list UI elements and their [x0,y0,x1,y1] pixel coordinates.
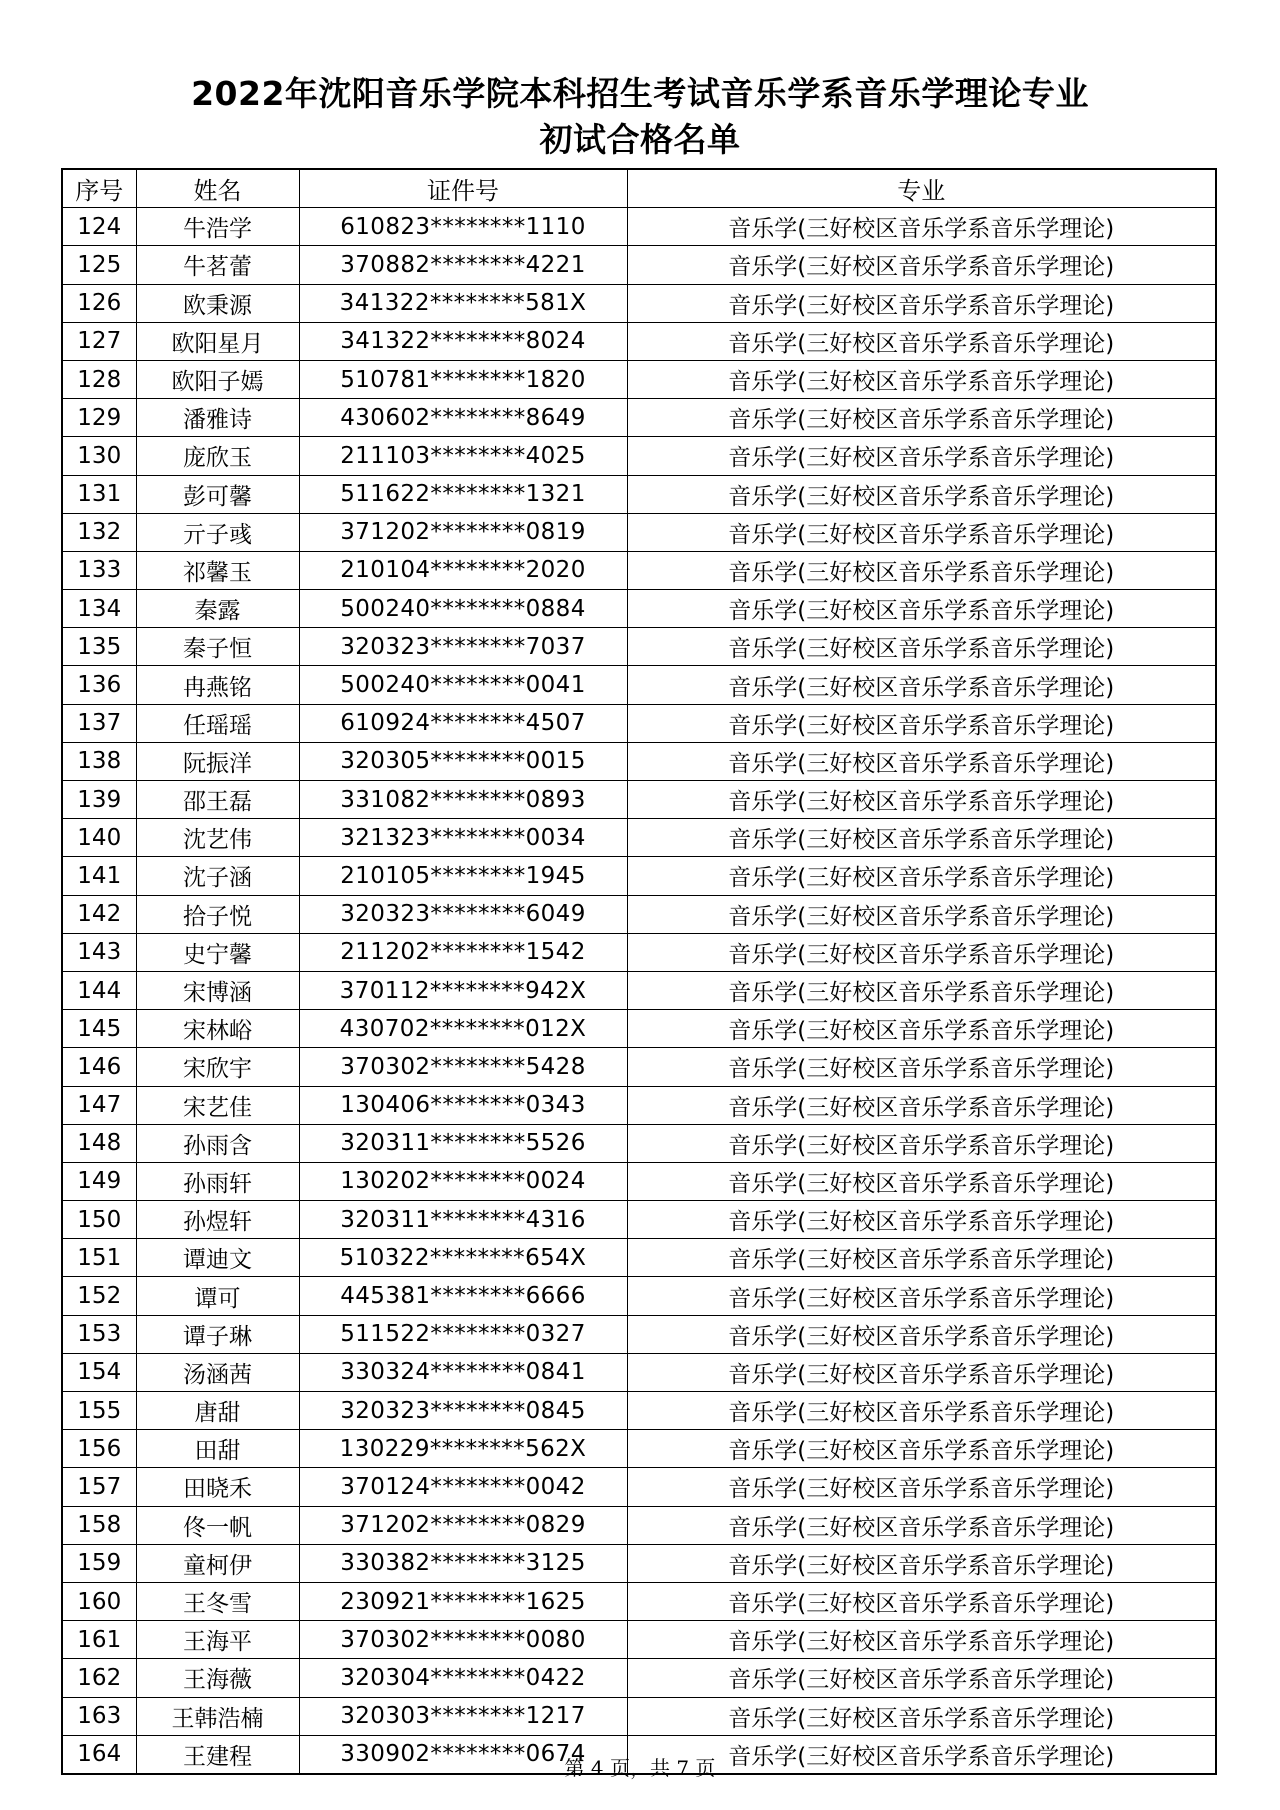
cell-name: 唐甜 [136,1392,299,1430]
cell-name: 邵王磊 [136,781,299,819]
table-row [62,1506,1216,1544]
cell-name: 亓子彧 [136,513,299,551]
cell-seq: 150 [62,1201,136,1239]
cell-id: 320304********0422 [299,1659,627,1697]
cell-id: 430602********8649 [299,399,627,437]
cell-major: 音乐学(三好校区音乐学系音乐学理论) [627,628,1216,666]
cell-id: 320303********1217 [299,1697,627,1735]
cell-name: 拾子悦 [136,895,299,933]
cell-name: 沈艺伟 [136,819,299,857]
table-row [62,1468,1216,1506]
cell-seq: 157 [62,1468,136,1506]
cell-major: 音乐学(三好校区音乐学系音乐学理论) [627,284,1216,322]
cell-name: 宋博涵 [136,971,299,1009]
cell-seq: 129 [62,399,136,437]
cell-seq: 144 [62,971,136,1009]
cell-seq: 149 [62,1162,136,1200]
table-row [62,781,1216,819]
table-row [62,1277,1216,1315]
cell-seq: 152 [62,1277,136,1315]
table-row [62,1544,1216,1582]
table-row [62,475,1216,513]
table-row [62,819,1216,857]
cell-seq: 162 [62,1659,136,1697]
cell-id: 370302********0080 [299,1621,627,1659]
cell-id: 371202********0829 [299,1506,627,1544]
table-row [62,704,1216,742]
table-row [62,437,1216,475]
cell-seq: 141 [62,857,136,895]
cell-name: 史宁馨 [136,933,299,971]
cell-seq: 151 [62,1239,136,1277]
table-row [62,1086,1216,1124]
cell-id: 230921********1625 [299,1582,627,1620]
cell-major: 音乐学(三好校区音乐学系音乐学理论) [627,1582,1216,1620]
cell-seq: 147 [62,1086,136,1124]
cell-id: 511622********1321 [299,475,627,513]
cell-major: 音乐学(三好校区音乐学系音乐学理论) [627,1659,1216,1697]
cell-major: 音乐学(三好校区音乐学系音乐学理论) [627,1430,1216,1468]
cell-seq: 138 [62,742,136,780]
cell-major: 音乐学(三好校区音乐学系音乐学理论) [627,513,1216,551]
cell-seq: 124 [62,208,136,246]
cell-name: 汤涵茜 [136,1353,299,1391]
cell-id: 511522********0327 [299,1315,627,1353]
cell-id: 330382********3125 [299,1544,627,1582]
cell-major: 音乐学(三好校区音乐学系音乐学理论) [627,1735,1216,1774]
cell-major: 音乐学(三好校区音乐学系音乐学理论) [627,1353,1216,1391]
cell-id: 510781********1820 [299,360,627,398]
cell-id: 445381********6666 [299,1277,627,1315]
cell-major: 音乐学(三好校区音乐学系音乐学理论) [627,1048,1216,1086]
cell-name: 任瑶瑶 [136,704,299,742]
cell-major: 音乐学(三好校区音乐学系音乐学理论) [627,781,1216,819]
cell-major: 音乐学(三好校区音乐学系音乐学理论) [627,437,1216,475]
cell-major: 音乐学(三好校区音乐学系音乐学理论) [627,1468,1216,1506]
cell-seq: 128 [62,360,136,398]
cell-seq: 145 [62,1010,136,1048]
cell-seq: 163 [62,1697,136,1735]
cell-name: 秦露 [136,590,299,628]
cell-name: 欧阳星月 [136,322,299,360]
cell-name: 孙雨含 [136,1124,299,1162]
cell-major: 音乐学(三好校区音乐学系音乐学理论) [627,933,1216,971]
cell-seq: 160 [62,1582,136,1620]
header-seq: 序号 [62,169,136,208]
cell-seq: 127 [62,322,136,360]
cell-name: 沈子涵 [136,857,299,895]
cell-major: 音乐学(三好校区音乐学系音乐学理论) [627,475,1216,513]
cell-name: 田甜 [136,1430,299,1468]
table-row [62,742,1216,780]
table-row [62,1659,1216,1697]
cell-major: 音乐学(三好校区音乐学系音乐学理论) [627,1201,1216,1239]
table-row [62,1697,1216,1735]
cell-id: 210105********1945 [299,857,627,895]
table-row [62,1353,1216,1391]
cell-id: 130229********562X [299,1430,627,1468]
cell-id: 510322********654X [299,1239,627,1277]
cell-name: 彭可馨 [136,475,299,513]
cell-major: 音乐学(三好校区音乐学系音乐学理论) [627,551,1216,589]
cell-seq: 136 [62,666,136,704]
cell-seq: 158 [62,1506,136,1544]
header-row [62,169,1216,208]
cell-major: 音乐学(三好校区音乐学系音乐学理论) [627,1239,1216,1277]
cell-seq: 139 [62,781,136,819]
cell-id: 130406********0343 [299,1086,627,1124]
cell-id: 130202********0024 [299,1162,627,1200]
cell-major: 音乐学(三好校区音乐学系音乐学理论) [627,819,1216,857]
header-major: 专业 [627,169,1216,208]
table-header [62,169,1216,208]
table-row [62,513,1216,551]
cell-name: 牛茗蕾 [136,246,299,284]
cell-id: 321323********0034 [299,819,627,857]
cell-major: 音乐学(三好校区音乐学系音乐学理论) [627,399,1216,437]
cell-id: 610823********1110 [299,208,627,246]
cell-major: 音乐学(三好校区音乐学系音乐学理论) [627,1124,1216,1162]
cell-major: 音乐学(三好校区音乐学系音乐学理论) [627,742,1216,780]
header-name: 姓名 [136,169,299,208]
table-row [62,971,1216,1009]
cell-major: 音乐学(三好校区音乐学系音乐学理论) [627,1086,1216,1124]
cell-id: 370112********942X [299,971,627,1009]
cell-name: 秦子恒 [136,628,299,666]
cell-id: 500240********0041 [299,666,627,704]
cell-name: 佟一帆 [136,1506,299,1544]
cell-id: 210104********2020 [299,551,627,589]
cell-name: 冉燕铭 [136,666,299,704]
cell-id: 320323********7037 [299,628,627,666]
cell-id: 370882********4221 [299,246,627,284]
cell-major: 音乐学(三好校区音乐学系音乐学理论) [627,1506,1216,1544]
cell-id: 320305********0015 [299,742,627,780]
cell-id: 371202********0819 [299,513,627,551]
cell-seq: 159 [62,1544,136,1582]
table-row [62,208,1216,246]
cell-name: 孙雨轩 [136,1162,299,1200]
cell-id: 341322********8024 [299,322,627,360]
table-row [62,1124,1216,1162]
table-row [62,933,1216,971]
cell-major: 音乐学(三好校区音乐学系音乐学理论) [627,1010,1216,1048]
cell-name: 宋艺佳 [136,1086,299,1124]
table-row [62,360,1216,398]
cell-id: 330902********0674 [299,1735,627,1774]
document-title: 2022年沈阳音乐学院本科招生考试音乐学系音乐学理论专业 [191,74,1089,113]
cell-major: 音乐学(三好校区音乐学系音乐学理论) [627,208,1216,246]
cell-id: 211103********4025 [299,437,627,475]
cell-seq: 154 [62,1353,136,1391]
table-row [62,1315,1216,1353]
cell-seq: 135 [62,628,136,666]
cell-name: 欧阳子嫣 [136,360,299,398]
table-row [62,1162,1216,1200]
cell-name: 王建程 [136,1735,299,1774]
cell-name: 祁馨玉 [136,551,299,589]
cell-major: 音乐学(三好校区音乐学系音乐学理论) [627,1544,1216,1582]
cell-name: 谭迪文 [136,1239,299,1277]
cell-major: 音乐学(三好校区音乐学系音乐学理论) [627,704,1216,742]
cell-major: 音乐学(三好校区音乐学系音乐学理论) [627,971,1216,1009]
cell-seq: 125 [62,246,136,284]
cell-name: 阮振洋 [136,742,299,780]
cell-name: 王海平 [136,1621,299,1659]
cell-name: 宋欣宇 [136,1048,299,1086]
cell-seq: 148 [62,1124,136,1162]
cell-id: 341322********581X [299,284,627,322]
cell-seq: 132 [62,513,136,551]
cell-id: 500240********0884 [299,590,627,628]
table-row [62,628,1216,666]
table-row [62,399,1216,437]
table-row [62,1048,1216,1086]
table-row [62,1239,1216,1277]
cell-id: 370124********0042 [299,1468,627,1506]
cell-seq: 131 [62,475,136,513]
table-row [62,1582,1216,1620]
cell-name: 牛浩学 [136,208,299,246]
table-row [62,666,1216,704]
cell-seq: 137 [62,704,136,742]
cell-name: 田晓禾 [136,1468,299,1506]
cell-seq: 155 [62,1392,136,1430]
cell-id: 320311********4316 [299,1201,627,1239]
cell-id: 430702********012X [299,1010,627,1048]
header-id: 证件号 [299,169,627,208]
cell-major: 音乐学(三好校区音乐学系音乐学理论) [627,1621,1216,1659]
cell-seq: 143 [62,933,136,971]
cell-major: 音乐学(三好校区音乐学系音乐学理论) [627,1162,1216,1200]
cell-id: 610924********4507 [299,704,627,742]
cell-seq: 142 [62,895,136,933]
cell-major: 音乐学(三好校区音乐学系音乐学理论) [627,322,1216,360]
cell-id: 320323********6049 [299,895,627,933]
table-row [62,590,1216,628]
cell-seq: 126 [62,284,136,322]
table-row [62,1010,1216,1048]
cell-id: 320323********0845 [299,1392,627,1430]
page-footer: 第 4 页，共 7 页 [564,1756,716,1780]
cell-major: 音乐学(三好校区音乐学系音乐学理论) [627,1315,1216,1353]
cell-major: 音乐学(三好校区音乐学系音乐学理论) [627,1392,1216,1430]
table-row [62,895,1216,933]
cell-name: 谭子琳 [136,1315,299,1353]
cell-id: 320311********5526 [299,1124,627,1162]
cell-name: 欧秉源 [136,284,299,322]
cell-name: 孙煜轩 [136,1201,299,1239]
cell-major: 音乐学(三好校区音乐学系音乐学理论) [627,666,1216,704]
table-row [62,246,1216,284]
cell-major: 音乐学(三好校区音乐学系音乐学理论) [627,590,1216,628]
cell-name: 王韩浩楠 [136,1697,299,1735]
cell-major: 音乐学(三好校区音乐学系音乐学理论) [627,1277,1216,1315]
table-body [62,208,1216,1774]
table-row [62,551,1216,589]
cell-seq: 161 [62,1621,136,1659]
cell-seq: 130 [62,437,136,475]
table-row [62,322,1216,360]
cell-major: 音乐学(三好校区音乐学系音乐学理论) [627,246,1216,284]
cell-major: 音乐学(三好校区音乐学系音乐学理论) [627,895,1216,933]
document-subtitle: 初试合格名单 [539,120,741,159]
cell-id: 211202********1542 [299,933,627,971]
cell-seq: 146 [62,1048,136,1086]
table-row [62,1430,1216,1468]
cell-seq: 133 [62,551,136,589]
cell-id: 370302********5428 [299,1048,627,1086]
cell-seq: 153 [62,1315,136,1353]
table-row [62,857,1216,895]
cell-seq: 164 [62,1735,136,1774]
cell-name: 童柯伊 [136,1544,299,1582]
cell-seq: 140 [62,819,136,857]
table-row [62,284,1216,322]
admission-table [61,168,1217,1775]
cell-id: 330324********0841 [299,1353,627,1391]
cell-name: 王海薇 [136,1659,299,1697]
table-row [62,1621,1216,1659]
cell-name: 庞欣玉 [136,437,299,475]
cell-major: 音乐学(三好校区音乐学系音乐学理论) [627,1697,1216,1735]
cell-name: 王冬雪 [136,1582,299,1620]
cell-id: 331082********0893 [299,781,627,819]
cell-major: 音乐学(三好校区音乐学系音乐学理论) [627,360,1216,398]
cell-name: 潘雅诗 [136,399,299,437]
table-row [62,1201,1216,1239]
cell-seq: 134 [62,590,136,628]
table-row [62,1392,1216,1430]
cell-name: 谭可 [136,1277,299,1315]
cell-major: 音乐学(三好校区音乐学系音乐学理论) [627,857,1216,895]
cell-name: 宋林峪 [136,1010,299,1048]
cell-seq: 156 [62,1430,136,1468]
